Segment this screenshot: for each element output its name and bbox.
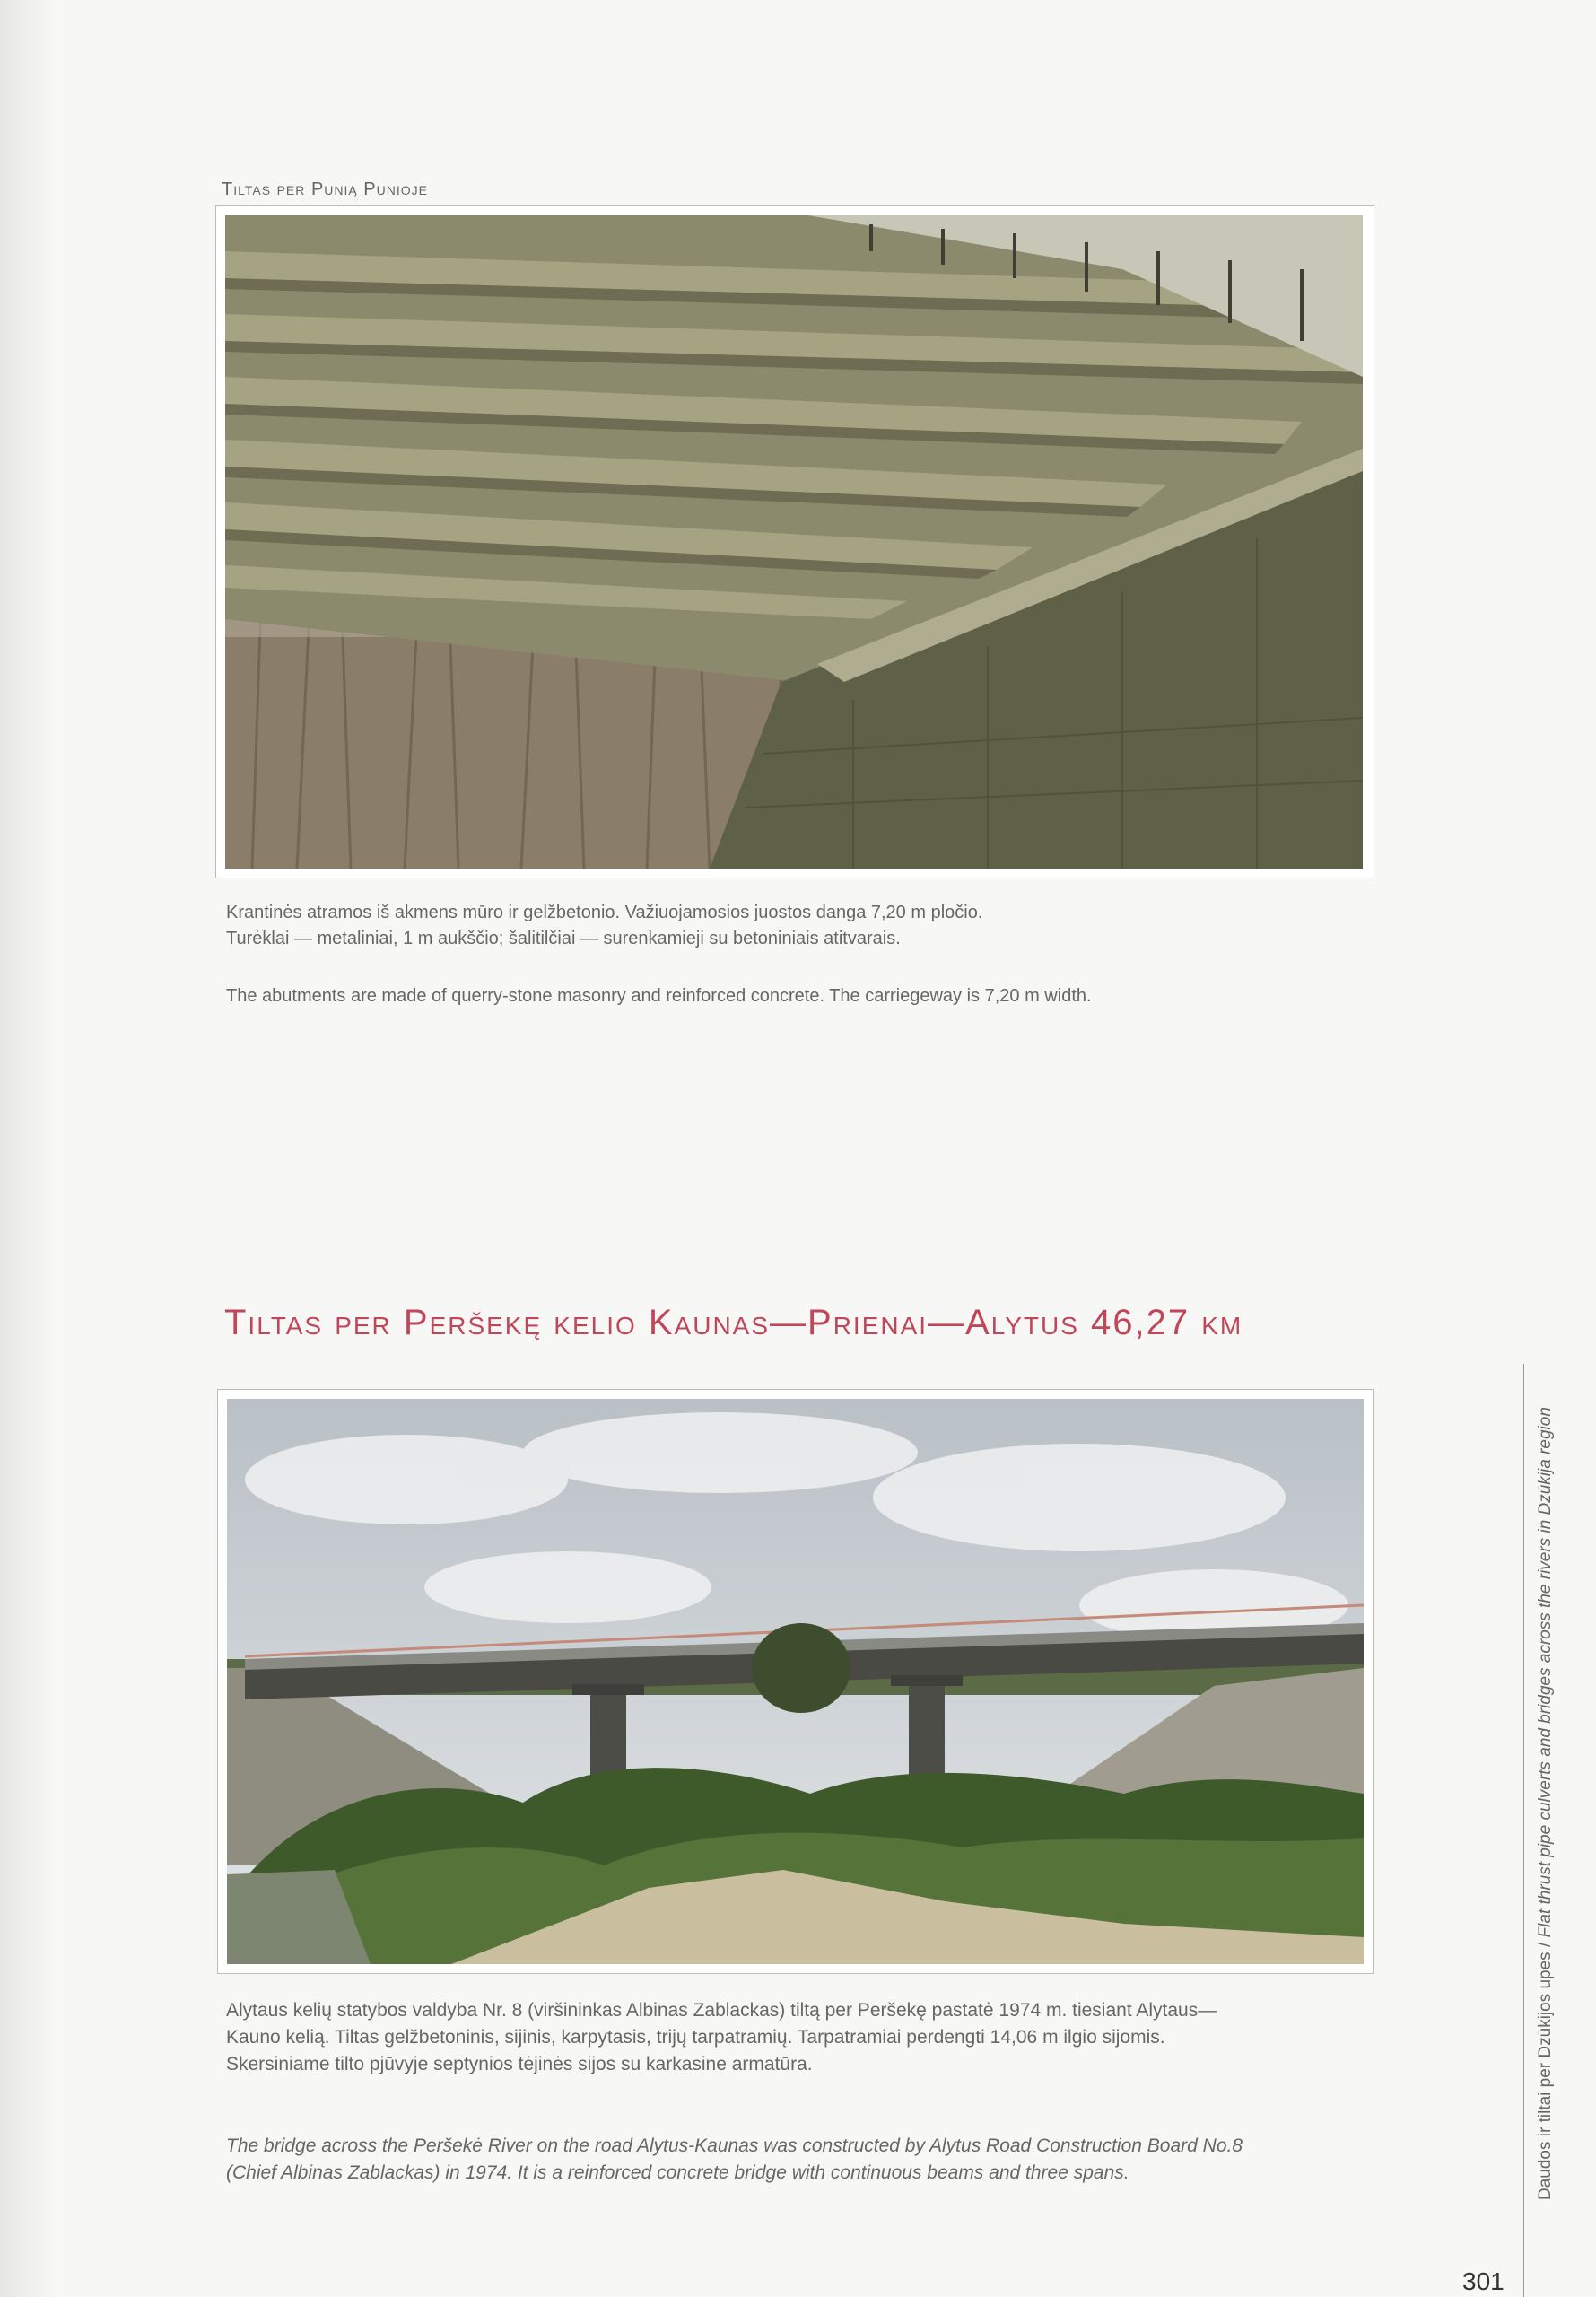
photo-frame-bridge-underside [215, 205, 1374, 878]
caption2-lt-line-1: Alytaus kelių statybos valdyba Nr. 8 (viršininkas Albinas Zablackas) tiltą per Peršekę pastatė 1974 m. tiesiant Alytaus— [226, 2000, 1217, 2021]
caption2-lt-line-2: Kauno kelią. Tiltas gelžbetoninis, sijinis, karpytasis, trijų tarpatramių. Tarpatramiai perdengti 14,06 m ilgio sijomis. [226, 2027, 1165, 2048]
page-number: 301 [1462, 2267, 1504, 2295]
caption2-en-line-2: (Chief Albinas Zablackas) in 1974. It is a reinforced concrete bridge with continuous beams and three spans. [226, 2162, 1129, 2183]
photo-bridge-river [227, 1399, 1364, 1964]
running-title [1536, 1407, 1556, 2200]
caption2-lt-line-3: Skersiniame tilto pjūvyje septynios tėjinės sijos su karkasine armatūra. [226, 2054, 813, 2074]
caption2-en-line-1: The bridge across the Peršekė River on the road Alytus-Kaunas was constructed by Alytus Road Construction Board No.8 [226, 2135, 1243, 2156]
running-title-lt: Daudos ir tiltai per Dzūkijos upes / [1536, 1937, 1555, 2200]
section-heading: Tiltas per Peršekę kelio Kaunas—Prienai—Alytus 46,27 km [224, 1303, 1243, 1342]
caption-en: The abutments are made of querry-stone masonry and reinforced concrete. The carriegeway is 7,20 m width. [226, 986, 1092, 1006]
running-title-en: Flat thrust pipe culverts and bridges across the rivers in Dzūkija region [1536, 1407, 1555, 1938]
side-rule [1523, 1364, 1524, 2297]
photo-frame-bridge-river [217, 1389, 1374, 1974]
section-label: Tiltas per Punią Punioje [222, 179, 428, 199]
caption-lt-line-2: Turėklai — metaliniai, 1 m aukščio; šalitilčiai — surenkamieji su betoniniais atitvarais. [226, 929, 901, 948]
photo-bridge-underside [225, 215, 1363, 869]
page-gutter-shadow [0, 0, 54, 2297]
caption-lt-line-1: Krantinės atramos iš akmens mūro ir gelžbetonio. Važiuojamosios juostos danga 7,20 m pločio. [226, 903, 983, 922]
